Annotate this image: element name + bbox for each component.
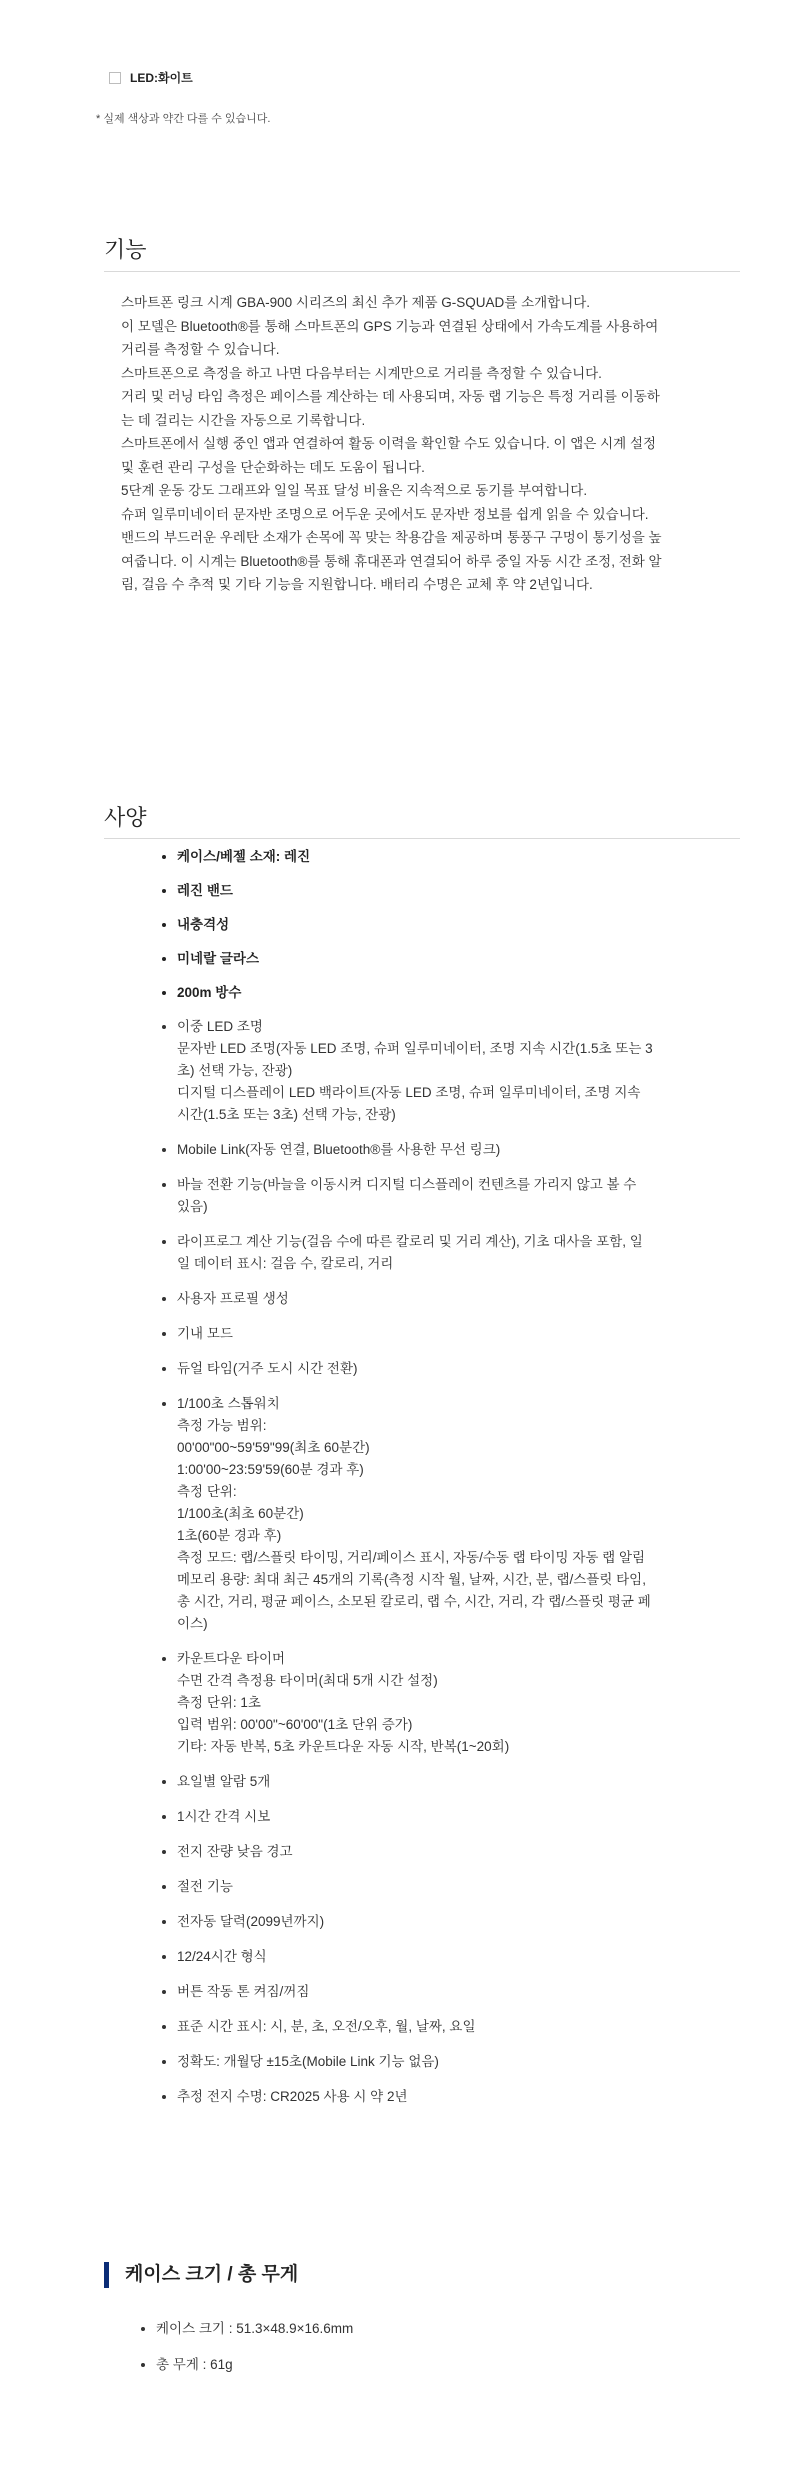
- color-disclaimer: * 실제 색상과 약간 다를 수 있습니다.: [96, 113, 271, 125]
- spec-item-line: 문자반 LED 조명(자동 LED 조명, 슈퍼 일루미네이터, 조명 지속 시간(1.5초 또는 3: [177, 1041, 653, 1056]
- features-description-line: 스마트폰으로 측정을 하고 나면 다음부터는 시계만으로 거리를 측정할 수 있습니다.: [121, 365, 602, 381]
- spec-item: [177, 1911, 742, 1933]
- spec-item-line: • 1/100초 스톱워치: [177, 1396, 280, 1411]
- features-description-line: 림, 걸음 수 추적 및 기타 기능을 지원합니다. 배터리 수명은 교체 후 약 2년입니다.: [121, 577, 593, 592]
- spec-item-line: 있음): [177, 1199, 208, 1214]
- spec-item: [177, 1946, 742, 1968]
- spec-item-line: 1/100초(최초 60분간): [177, 1506, 304, 1521]
- features-title: 기능: [104, 237, 147, 262]
- size-weight-heading: [104, 2262, 298, 2288]
- spec-item-line: • 내충격성: [177, 917, 230, 932]
- spec-item-line: • 케이스/베젤 소재: 레진: [177, 849, 311, 864]
- spec-item-line: 디지털 디스플레이 LED 백라이트(자동 LED 조명, 슈퍼 일루미네이터, 조명 지속: [177, 1085, 641, 1100]
- spec-item-line: 시간(1.5초 또는 3초) 선택 가능, 잔광): [177, 1107, 396, 1122]
- features-description-line: 스마트폰에서 실행 중인 앱과 연결하여 활동 이력을 확인할 수도 있습니다. 이 앱은 시계 설정: [121, 436, 657, 451]
- spec-item: [177, 1771, 742, 1793]
- spec-item-line: • 기내 모드: [177, 1326, 233, 1341]
- spec-item: [177, 1648, 742, 1758]
- features-description-line: 여줍니다. 이 시계는 Bluetooth®를 통해 휴대폰과 연결되어 하루 중일 자동 시간 조정, 전화 알: [121, 553, 662, 569]
- color-checkbox[interactable]: [109, 72, 121, 84]
- spec-item-line: • 듀얼 타임(거주 도시 시간 전환): [177, 1361, 358, 1376]
- features-description-line: 스마트폰 링크 시계 GBA-900 시리즈의 최신 추가 제품 G-SQUAD를 소개합니다.: [121, 295, 591, 310]
- spec-item-line: • 사용자 프로필 생성: [177, 1291, 289, 1306]
- features-description-line: 및 훈련 관리 구성을 단순화하는 데도 도움이 됩니다.: [121, 459, 425, 475]
- color-option-label: LED:화이트: [130, 71, 193, 85]
- spec-item-line: 측정 가능 범위:: [177, 1418, 267, 1433]
- spec-item: [177, 1231, 742, 1275]
- spec-item: [177, 1323, 742, 1345]
- spec-item-line: 메모리 용량: 최대 최근 45개의 기록(측정 시작 월, 날짜, 시간, 분, 랩/스플릿 타임,: [177, 1572, 646, 1587]
- spec-item-line: • 12/24시간 형식: [177, 1949, 267, 1964]
- spec-item-line: • 200m 방수: [177, 985, 242, 1000]
- spec-item: [177, 2051, 742, 2073]
- spec-item-line: 00'00"00~59'59"99(최초 60분간): [177, 1440, 370, 1455]
- size-weight-item: • 케이스 크기 : 51.3×48.9×16.6mm: [156, 2318, 353, 2340]
- spec-item: [177, 880, 742, 902]
- spec-item-line: 측정 단위: 1초: [177, 1695, 261, 1710]
- size-weight-list: [138, 2318, 353, 2390]
- spec-item-line: • 요일별 알람 5개: [177, 1774, 271, 1789]
- spec-item-line: 초) 선택 가능, 잔광): [177, 1063, 293, 1078]
- specs-title: 사양: [104, 805, 147, 830]
- spec-item: [177, 1358, 742, 1380]
- spec-item-line: 이스): [177, 1616, 208, 1631]
- spec-item-line: 측정 모드: 랩/스플릿 타이밍, 거리/페이스 표시, 자동/수동 랩 타이밍 자동 랩 알림: [177, 1550, 646, 1565]
- features-description-line: 5단계 운동 강도 그래프와 일일 목표 달성 비율은 지속적으로 동기를 부여합니다.: [121, 483, 588, 498]
- spec-item-line: • 레진 밴드: [177, 883, 233, 898]
- spec-item: [177, 1981, 742, 2003]
- spec-item-line: • 절전 기능: [177, 1879, 233, 1894]
- spec-item-line: 입력 범위: 00'00"~60'00"(1초 단위 증가): [177, 1717, 413, 1732]
- spec-item: [177, 2086, 742, 2108]
- spec-item-line: • Mobile Link(자동 연결, Bluetooth®를 사용한 무선 링크): [177, 1142, 501, 1157]
- spec-item: [177, 948, 742, 970]
- spec-item-line: 1:00'00~23:59'59(60분 경과 후): [177, 1462, 364, 1477]
- spec-item-line: 기타: 자동 반복, 5초 카운트다운 자동 시작, 반복(1~20회): [177, 1739, 510, 1754]
- spec-item: [177, 914, 742, 936]
- spec-item: [177, 1806, 742, 1828]
- spec-item-line: • 라이프로그 계산 기능(걸음 수에 따른 칼로리 및 거리 계산), 기초 대사을 포함, 일: [177, 1234, 643, 1249]
- spec-item-line: • 버튼 작동 톤 켜짐/꺼짐: [177, 1984, 310, 1999]
- spec-item-line: 측정 단위:: [177, 1484, 237, 1499]
- features-description-line: 는 데 걸리는 시간을 자동으로 기록합니다.: [121, 412, 366, 428]
- size-weight-title: 케이스 크기 / 총 무게: [125, 2264, 299, 2285]
- features-description-line: 거리를 측정할 수 있습니다.: [121, 342, 280, 357]
- spec-item: [177, 1876, 742, 1898]
- color-option[interactable]: [109, 69, 193, 86]
- size-weight-item: • 총 무게 : 61g: [156, 2354, 353, 2376]
- spec-item-line: • 정확도: 개월당 ±15초(Mobile Link 기능 없음): [177, 2054, 439, 2069]
- spec-item: [177, 1016, 742, 1126]
- spec-item-line: 총 시간, 거리, 평균 페이스, 소모된 칼로리, 랩 수, 시간, 거리, 각 랩/스플릿 평균 페: [177, 1594, 651, 1609]
- specs-divider: [104, 838, 740, 839]
- spec-item-line: • 바늘 전환 기능(바늘을 이동시켜 디지털 디스플레이 컨텐츠를 가리지 않고 볼 수: [177, 1177, 637, 1192]
- spec-item: [177, 1288, 742, 1310]
- spec-item: [177, 1174, 742, 1218]
- spec-item-line: • 추정 전지 수명: CR2025 사용 시 약 2년: [177, 2089, 408, 2104]
- spec-item-line: • 전자동 달력(2099년까지): [177, 1914, 325, 1929]
- features-description-line: 거리 및 러닝 타임 측정은 페이스를 계산하는 데 사용되며, 자동 랩 기능은 특정 거리를 이동하: [121, 389, 660, 404]
- spec-item: [177, 2016, 742, 2038]
- spec-item: [177, 1139, 742, 1161]
- spec-item-line: • 카운트다운 타이머: [177, 1651, 286, 1666]
- spec-item-line: 일 데이터 표시: 걸음 수, 칼로리, 거리: [177, 1256, 394, 1271]
- features-description-line: 슈퍼 일루미네이터 문자반 조명으로 어두운 곳에서도 문자반 정보를 쉽게 읽을 수 있습니다.: [121, 506, 649, 522]
- spec-item-line: • 1시간 간격 시보: [177, 1809, 271, 1824]
- features-description-line: 밴드의 부드러운 우레탄 소재가 손목에 꼭 맞는 착용감을 제공하며 통풍구 구멍이 통기성을 높: [121, 530, 662, 545]
- spec-item-line: • 미네랄 글라스: [177, 951, 259, 966]
- spec-item-line: 수면 간격 측정용 타이머(최대 5개 시간 설정): [177, 1673, 438, 1688]
- spec-item-line: • 이중 LED 조명: [177, 1019, 263, 1034]
- spec-item-line: • 표준 시간 표시: 시, 분, 초, 오전/오후, 월, 날짜, 요일: [177, 2019, 476, 2034]
- spec-item: [177, 1393, 742, 1635]
- features-divider: [104, 271, 740, 272]
- spec-item: [177, 1841, 742, 1863]
- spec-item-line: 1초(60분 경과 후): [177, 1528, 282, 1543]
- features-description-line: 이 모델은 Bluetooth®를 통해 스마트폰의 GPS 기능과 연결된 상태에서 가속도계를 사용하여: [121, 318, 659, 334]
- spec-item: [177, 982, 742, 1004]
- spec-list: [159, 846, 742, 2121]
- spec-item: [177, 846, 742, 868]
- spec-item-line: • 전지 잔량 낮음 경고: [177, 1844, 293, 1859]
- features-description: [121, 291, 726, 597]
